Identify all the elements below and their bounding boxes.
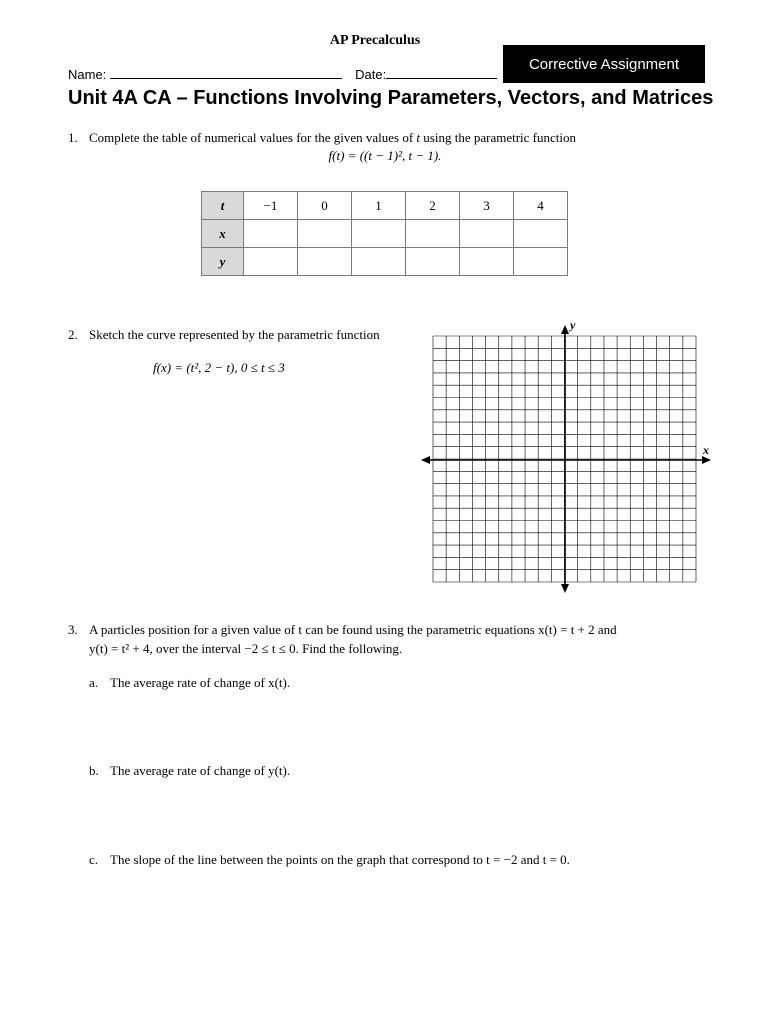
x-axis-label: x <box>703 443 709 457</box>
q1-equation: f(t) = ((t − 1)², t − 1). <box>328 148 442 163</box>
x-axis-left-arrow <box>421 456 430 464</box>
y-answer-cell[interactable] <box>298 248 352 276</box>
table-row <box>202 220 568 248</box>
y-answer-cell[interactable] <box>352 248 406 276</box>
q3-number: 3. <box>68 622 78 637</box>
t-value-cell: 1 <box>352 192 406 220</box>
values-table <box>201 191 568 276</box>
q3b-label: b. <box>89 763 99 778</box>
y-axis-top-arrow <box>561 325 569 334</box>
q3a-text: The average rate of change of x(t). <box>110 675 291 690</box>
coordinate-grid[interactable] <box>420 318 720 598</box>
corrective-assignment-badge: Corrective Assignment <box>503 45 705 83</box>
x-answer-cell[interactable] <box>298 220 352 248</box>
q2-number: 2. <box>68 327 78 342</box>
y-answer-cell[interactable] <box>514 248 568 276</box>
row-label-y: y <box>202 248 244 276</box>
y-axis-bottom-arrow <box>561 584 569 593</box>
x-answer-cell[interactable] <box>244 220 298 248</box>
t-value-cell: 2 <box>406 192 460 220</box>
q1-number: 1. <box>68 130 78 145</box>
y-axis-label: y <box>570 318 576 332</box>
t-value-cell: 4 <box>514 192 568 220</box>
date-field[interactable] <box>386 66 497 79</box>
q3a-label: a. <box>89 675 99 690</box>
name-field[interactable] <box>110 66 342 79</box>
q2-equation: f(x) = (t², 2 − t), 0 ≤ t ≤ 3 <box>153 360 285 375</box>
name-label: Name: <box>68 67 107 82</box>
name-date-line <box>68 66 497 82</box>
x-answer-cell[interactable] <box>406 220 460 248</box>
table-row <box>202 192 568 220</box>
q1-text-var: t <box>416 130 421 145</box>
row-label-t: t <box>202 192 244 220</box>
t-value-cell: −1 <box>244 192 298 220</box>
q1-text-after: using the parametric function <box>420 130 576 145</box>
x-answer-cell[interactable] <box>514 220 568 248</box>
q1-prompt <box>89 130 576 146</box>
y-answer-cell[interactable] <box>406 248 460 276</box>
q1-text-before: Complete the table of numerical values for the given values of <box>89 130 417 145</box>
q3-line2: y(t) = t² + 4, over the interval −2 ≤ t ≤ 0. Find the following. <box>89 641 403 656</box>
y-answer-cell[interactable] <box>244 248 298 276</box>
t-value-cell: 0 <box>298 192 352 220</box>
course-title: AP Precalculus <box>329 33 421 48</box>
date-label: Date: <box>355 67 387 82</box>
y-answer-cell[interactable] <box>460 248 514 276</box>
q2-text: Sketch the curve represented by the parametric function <box>89 327 380 342</box>
x-answer-cell[interactable] <box>352 220 406 248</box>
q3c-text: The slope of the line between the points on the graph that correspond to t = −2 and t = 0. <box>110 852 570 867</box>
q3-line1: A particles position for a given value of t can be found using the parametric equations x(t) = t + 2 and <box>89 622 617 637</box>
unit-title: Unit 4A CA – Functions Involving Parameters, Vectors, and Matrices <box>68 87 714 109</box>
x-axis-right-arrow <box>702 456 711 464</box>
q3b-text: The average rate of change of y(t). <box>110 763 291 778</box>
x-answer-cell[interactable] <box>460 220 514 248</box>
q3c-label: c. <box>89 852 99 867</box>
t-value-cell: 3 <box>460 192 514 220</box>
table-row <box>202 248 568 276</box>
row-label-x: x <box>202 220 244 248</box>
